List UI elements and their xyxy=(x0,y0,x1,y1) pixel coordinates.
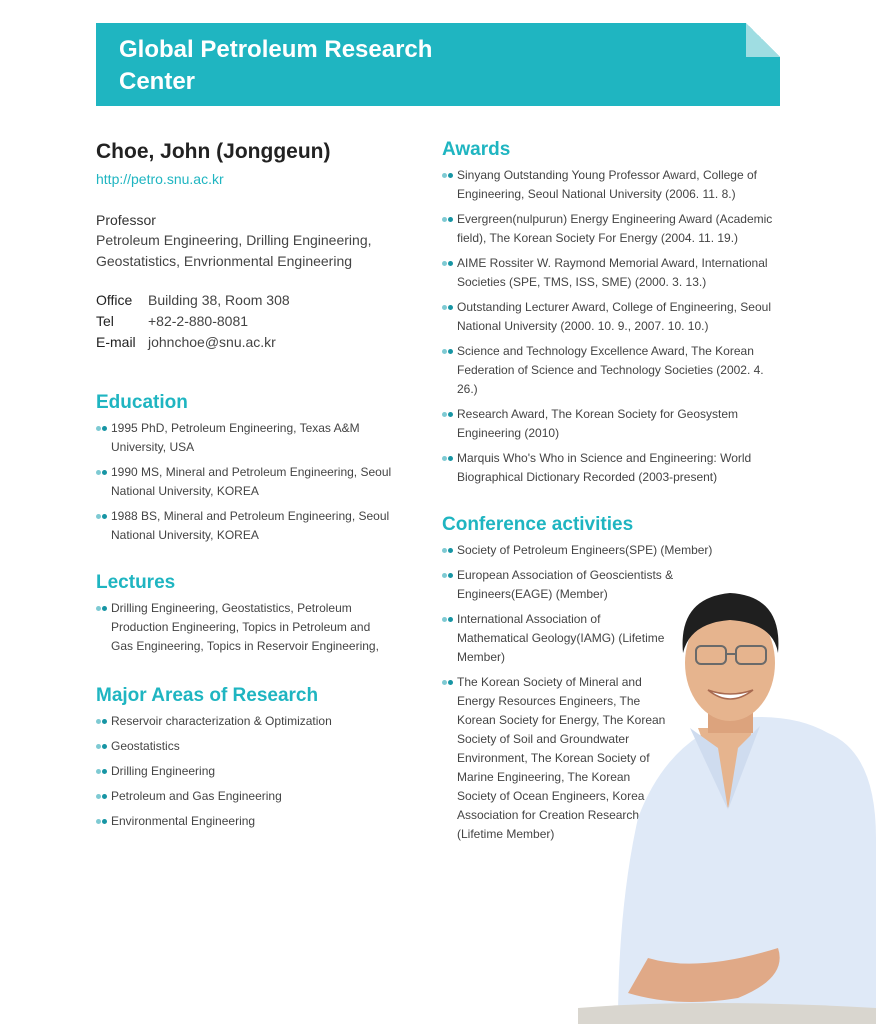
list-item: Outstanding Lecturer Award, College of Engineering, Seoul National University (2000. 10. 9., 2007. 10. 10.) xyxy=(442,298,780,336)
awards-list xyxy=(442,166,780,487)
bullet-dots-icon xyxy=(442,412,456,418)
bullet-dots-icon xyxy=(442,349,456,355)
research-list xyxy=(96,712,394,831)
bullet-dots-icon xyxy=(442,217,456,223)
list-item: Science and Technology Excellence Award, The Korean Federation of Science and Technology Societies (2002. 4. 26.) xyxy=(442,342,780,399)
list-item: 1990 MS, Mineral and Petroleum Engineering, Seoul National University, KOREA xyxy=(96,463,394,501)
education-heading: Education xyxy=(96,392,188,413)
page-fold-corner xyxy=(746,23,780,57)
list-item: Drilling Engineering xyxy=(96,762,394,781)
contact-label: Tel xyxy=(96,313,114,329)
conference-heading: Conference activities xyxy=(442,514,634,535)
left-column xyxy=(96,138,394,837)
bullet-dots-icon xyxy=(442,305,456,311)
list-item: Drilling Engineering, Geostatistics, Petroleum Production Engineering, Topics in Petroleum and Gas Engineering, Topics in Reservoir Engineering, xyxy=(96,599,394,656)
bullet-dots-icon xyxy=(96,606,110,612)
list-item: 1995 PhD, Petroleum Engineering, Texas A&M University, USA xyxy=(96,419,394,457)
office-value: Building 38, Room 308 xyxy=(148,292,290,308)
list-item: Reservoir characterization & Optimization xyxy=(96,712,394,731)
list-item: Research Award, The Korean Society for Geosystem Engineering (2010) xyxy=(442,405,780,443)
bullet-dots-icon xyxy=(96,819,110,825)
list-item: International Association of Mathematical Geology(IAMG) (Lifetime Member) xyxy=(442,610,667,667)
bullet-dots-icon xyxy=(96,769,110,775)
tel-value: +82-2-880-8081 xyxy=(148,313,249,329)
person-name: Choe, John (Jonggeun) xyxy=(96,140,331,163)
list-item: Geostatistics xyxy=(96,737,394,756)
bullet-dots-icon xyxy=(442,261,456,267)
bullet-dots-icon xyxy=(96,470,110,476)
education-section xyxy=(96,391,394,545)
lectures-section xyxy=(96,571,394,656)
research-fields: Petroleum Engineering, Drilling Engineering, Geostatistics, Envrionmental Engineering xyxy=(96,232,372,269)
contact-email xyxy=(96,332,394,353)
email-value[interactable]: johnchoe@snu.ac.kr xyxy=(148,334,276,350)
position-title: Professor xyxy=(96,212,156,228)
bullet-dots-icon xyxy=(442,548,456,554)
awards-section xyxy=(442,138,780,487)
awards-heading: Awards xyxy=(442,139,511,160)
lectures-list xyxy=(96,599,394,656)
bullet-dots-icon xyxy=(442,680,456,686)
bullet-dots-icon xyxy=(96,426,110,432)
header-banner xyxy=(96,23,780,106)
list-item: AIME Rossiter W. Raymond Memorial Award, International Societies (SPE, TMS, ISS, SME) (2000. 3. 13.) xyxy=(442,254,780,292)
list-item: Marquis Who's Who in Science and Engineering: World Biographical Dictionary Recorded (2003-present) xyxy=(442,449,780,487)
contact-label: E-mail xyxy=(96,334,136,350)
education-list xyxy=(96,419,394,545)
list-item: Petroleum and Gas Engineering xyxy=(96,787,394,806)
contact-label: Office xyxy=(96,292,133,308)
contact-tel xyxy=(96,311,394,332)
professor-photo xyxy=(578,578,876,1024)
contact-office xyxy=(96,290,394,311)
bullet-dots-icon xyxy=(442,617,456,623)
bullet-dots-icon xyxy=(442,573,456,579)
bullet-dots-icon xyxy=(96,744,110,750)
list-item: Sinyang Outstanding Young Professor Award, College of Engineering, Seoul National University (2006. 11. 8.) xyxy=(442,166,780,204)
bullet-dots-icon xyxy=(442,456,456,462)
research-section xyxy=(96,684,394,831)
list-item: European Association of Geoscientists & Engineers(EAGE) (Member) xyxy=(442,566,687,604)
list-item: 1988 BS, Mineral and Petroleum Engineering, Seoul National University, KOREA xyxy=(96,507,394,545)
research-heading: Major Areas of Research xyxy=(96,685,319,706)
list-item: Society of Petroleum Engineers(SPE) (Member) xyxy=(442,541,780,560)
bullet-dots-icon xyxy=(96,794,110,800)
contact-block xyxy=(96,290,394,353)
bullet-dots-icon xyxy=(96,719,110,725)
website-link[interactable]: http://petro.snu.ac.kr xyxy=(96,171,224,187)
bullet-dots-icon xyxy=(442,173,456,179)
list-item: Evergreen(nulpurun) Energy Engineering Award (Academic field), The Korean Society For Energy (2004. 11. 19.) xyxy=(442,210,780,248)
page-title: Global Petroleum Research Center xyxy=(119,36,433,95)
lectures-heading: Lectures xyxy=(96,572,176,593)
bullet-dots-icon xyxy=(96,514,110,520)
list-item: The Korean Society of Mineral and Energy Resources Engineers, The Korean Society for Energy, The Korean Society of Soil and Groundwater Environment, The Korean Society of Marine Engineering, The Korean Society of Ocean Engineers, Korea Association for Creation Research (Lifetime Member) xyxy=(442,673,667,844)
list-item: Environmental Engineering xyxy=(96,812,394,831)
